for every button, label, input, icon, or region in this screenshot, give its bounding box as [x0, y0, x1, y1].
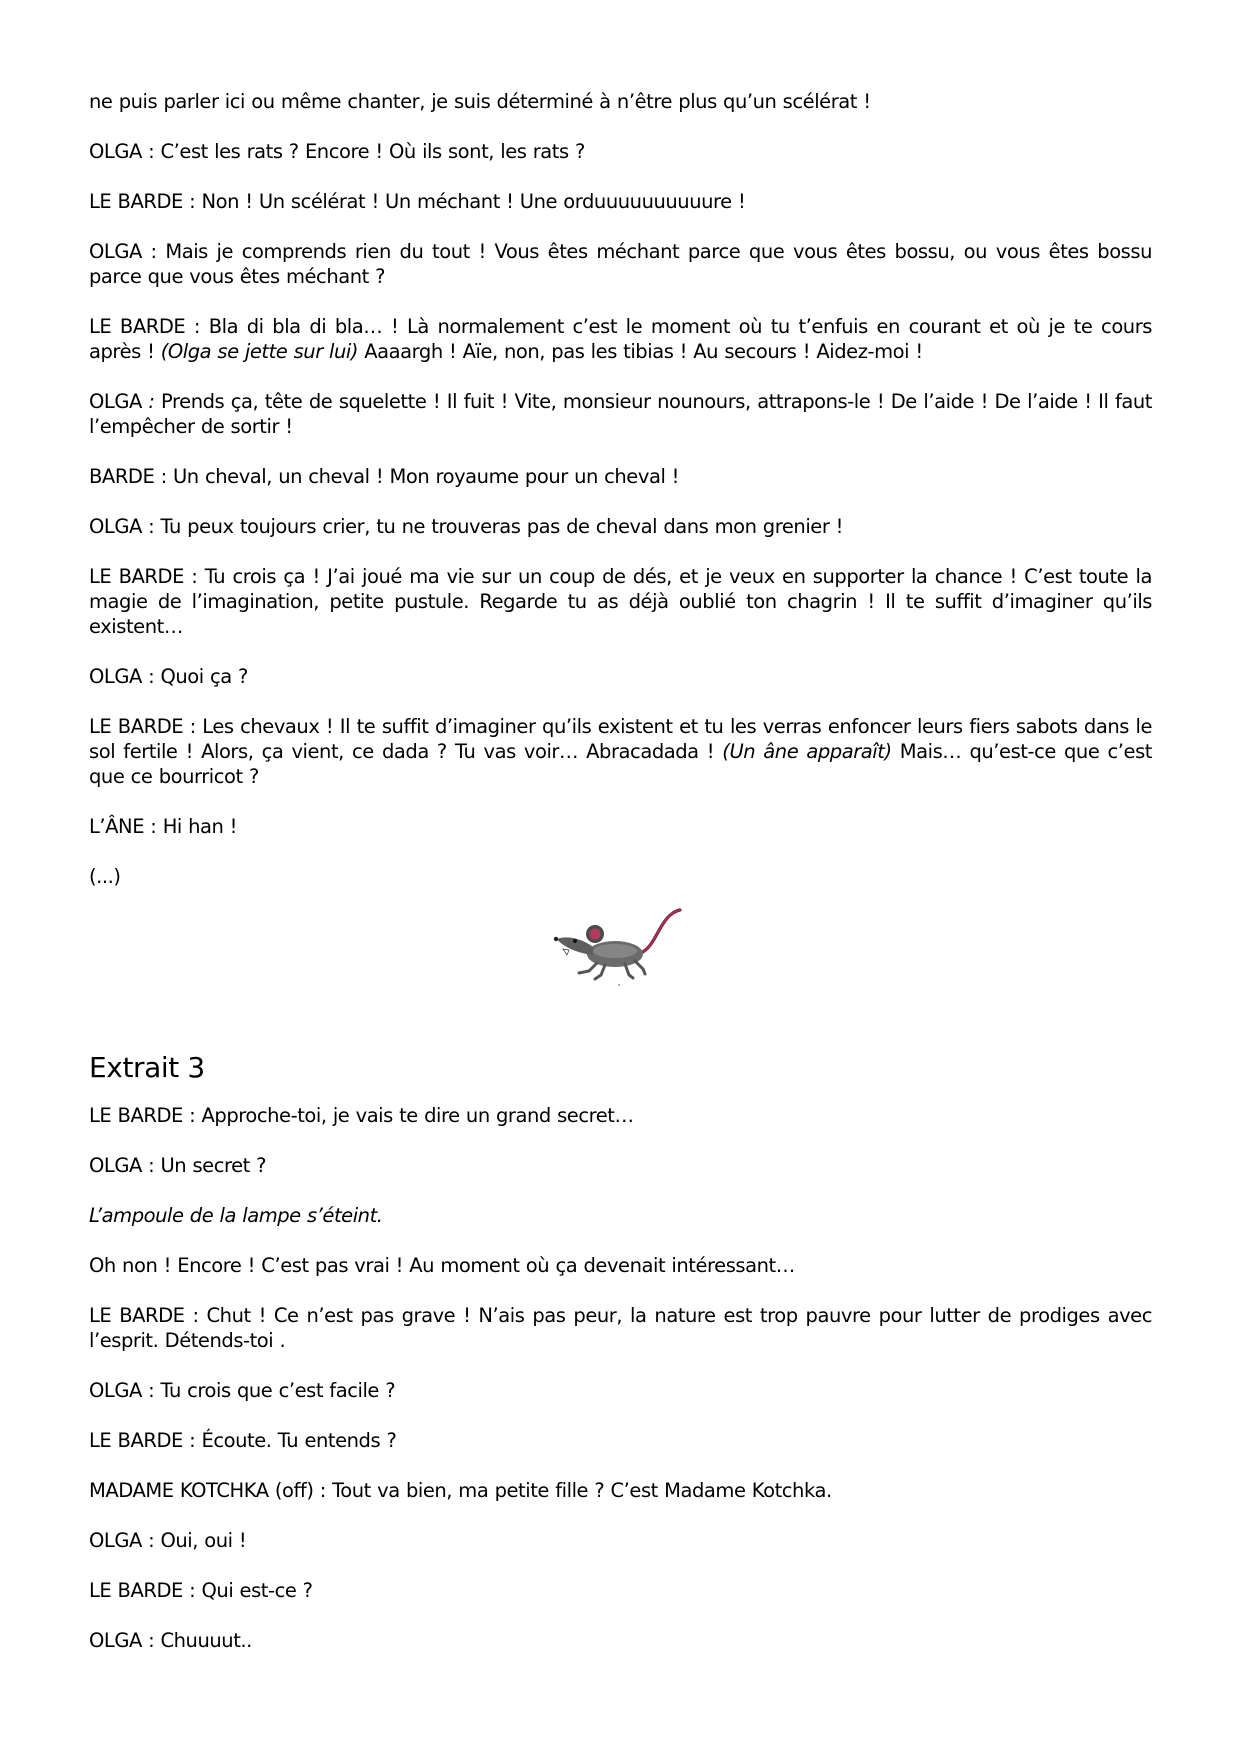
- speaker: LE BARDE :: [89, 190, 202, 213]
- line-text: C’est les rats ? Encore ! Où ils sont, les rats ?: [160, 140, 585, 163]
- dialogue-line: [89, 1578, 1152, 1603]
- speaker: BARDE :: [89, 465, 173, 488]
- speaker: LE BARDE :: [89, 1104, 202, 1127]
- stage-direction-text: L’ampoule de la lampe s’éteint.: [89, 1204, 383, 1227]
- dialogue-line: [89, 514, 1152, 539]
- stage-direction: [89, 1203, 1152, 1228]
- speaker: LE BARDE :: [89, 1429, 202, 1452]
- dialogue-line: [89, 1478, 1152, 1503]
- line-text: Mais je comprends rien du tout ! Vous êtes méchant parce que vous êtes bossu, ou vous êtes bossu parce que vous êtes méchant ?: [89, 240, 1152, 288]
- dialogue-line: [89, 1153, 1152, 1178]
- line-text: Bla di bla di bla… ! Là normalement c’est le moment où tu t’enfuis en courant et où je te cours après !: [89, 315, 1152, 363]
- speaker: OLGA :: [89, 665, 161, 688]
- speaker: OLGA :: [89, 515, 161, 538]
- line-text: ne puis parler ici ou même chanter, je suis déterminé à n’être plus qu’un scélérat !: [89, 90, 871, 113]
- line-text: Tout va bien, ma petite fille ? C’est Madame Kotchka.: [332, 1479, 832, 1502]
- speaker: MADAME KOTCHKA (off) :: [89, 1479, 333, 1502]
- dialogue-line: [89, 564, 1152, 639]
- line-text: Tu crois ça ! J’ai joué ma vie sur un coup de dés, et je veux en supporter la chance ! C’est toute la magie de l’imagination, petite pustule. Regarde tu as déjà oublié ton chagrin ! Il te suffit d’imaginer qu’ils existent…: [89, 565, 1152, 638]
- line-text: Prends ça, tête de squelette ! Il fuit ! Vite, monsieur nounours, attrapons-le ! De l’aide ! De l’aide ! Il faut l’empêcher de sortir !: [89, 390, 1152, 438]
- dialogue-line: [89, 389, 1152, 439]
- speaker: OLGA :: [89, 1629, 161, 1652]
- dialogue-line: [89, 239, 1152, 289]
- dialogue-line: [89, 1628, 1152, 1653]
- dialogue-line: [89, 139, 1152, 164]
- document-page: [89, 89, 1152, 1653]
- dialogue-line: [89, 89, 1152, 114]
- dialogue-line: [89, 1528, 1152, 1553]
- line-text: Mais… qu’est-ce que c’est que ce bourricot ?: [89, 740, 1152, 788]
- line-text: Un cheval, un cheval ! Mon royaume pour un cheval !: [172, 465, 680, 488]
- ellipsis: (...): [89, 865, 121, 888]
- dialogue-line: [89, 464, 1152, 489]
- speaker: OLGA :: [89, 140, 161, 163]
- line-text: Chuuuut..: [160, 1629, 252, 1652]
- dialogue-line: [89, 664, 1152, 689]
- line-text: Approche-toi, je vais te dire un grand secret…: [201, 1104, 634, 1127]
- dialogue-line: [89, 1378, 1152, 1403]
- dialogue-line: [89, 189, 1152, 214]
- stage-direction: (Un âne apparaît): [722, 740, 892, 763]
- dialogue-line: [89, 1428, 1152, 1453]
- speaker: LE BARDE :: [89, 1304, 207, 1327]
- speaker: LE BARDE :: [89, 315, 209, 338]
- speaker: L’ÂNE :: [89, 815, 163, 838]
- line-text: Un secret ?: [160, 1154, 267, 1177]
- dialogue-line: [89, 314, 1152, 364]
- speaker: LE BARDE :: [89, 565, 205, 588]
- line-text: Aaaargh ! Aïe, non, pas les tibias ! Au secours ! Aidez-moi !: [358, 340, 923, 363]
- line-text: Hi han !: [162, 815, 238, 838]
- speaker: OLGA :: [89, 1379, 161, 1402]
- line-text: Écoute. Tu entends ?: [201, 1429, 397, 1452]
- line-text: Tu crois que c’est facile ?: [160, 1379, 396, 1402]
- dialogue-line: [89, 1103, 1152, 1128]
- line-text: Chut ! Ce n’est pas grave ! N’ais pas peur, la nature est trop pauvre pour lutter de prodiges avec l’esprit. Détends-toi .: [89, 1304, 1152, 1352]
- line-text: Qui est-ce ?: [201, 1579, 313, 1602]
- speaker: OLGA :: [89, 1154, 161, 1177]
- speaker: OLGA :: [89, 1529, 161, 1552]
- dialogue-line: [89, 814, 1152, 839]
- speaker-colon: :: [148, 390, 155, 413]
- dialogue-line: [89, 1303, 1152, 1353]
- line-text: Non ! Un scélérat ! Un méchant ! Une orduuuuuuuuuure !: [201, 190, 746, 213]
- illustration: [89, 903, 1152, 991]
- stage-direction: (Olga se jette sur lui): [160, 340, 359, 363]
- line-text: Quoi ça ?: [160, 665, 248, 688]
- line-text: Oui, oui !: [160, 1529, 247, 1552]
- dialogue-line: Oh non ! Encore ! C’est pas vrai ! Au moment où ça devenait intéressant…: [89, 1254, 795, 1277]
- dialogue-line: [89, 714, 1152, 789]
- mouse-illustration-icon: [549, 903, 689, 991]
- line-text: Les chevaux ! Il te suffit d’imaginer qu’ils existent et tu les verras enfoncer leurs fiers sabots dans le sol fertile ! Alors, ça vient, ce dada ? Tu vas voir… Abracadada !: [89, 715, 1152, 763]
- speaker: OLGA: [89, 390, 149, 413]
- speaker: LE BARDE :: [89, 1579, 202, 1602]
- speaker: OLGA :: [89, 240, 166, 263]
- section-title: Extrait 3: [89, 1051, 205, 1084]
- line-text: Tu peux toujours crier, tu ne trouveras pas de cheval dans mon grenier !: [160, 515, 844, 538]
- speaker: LE BARDE :: [89, 715, 203, 738]
